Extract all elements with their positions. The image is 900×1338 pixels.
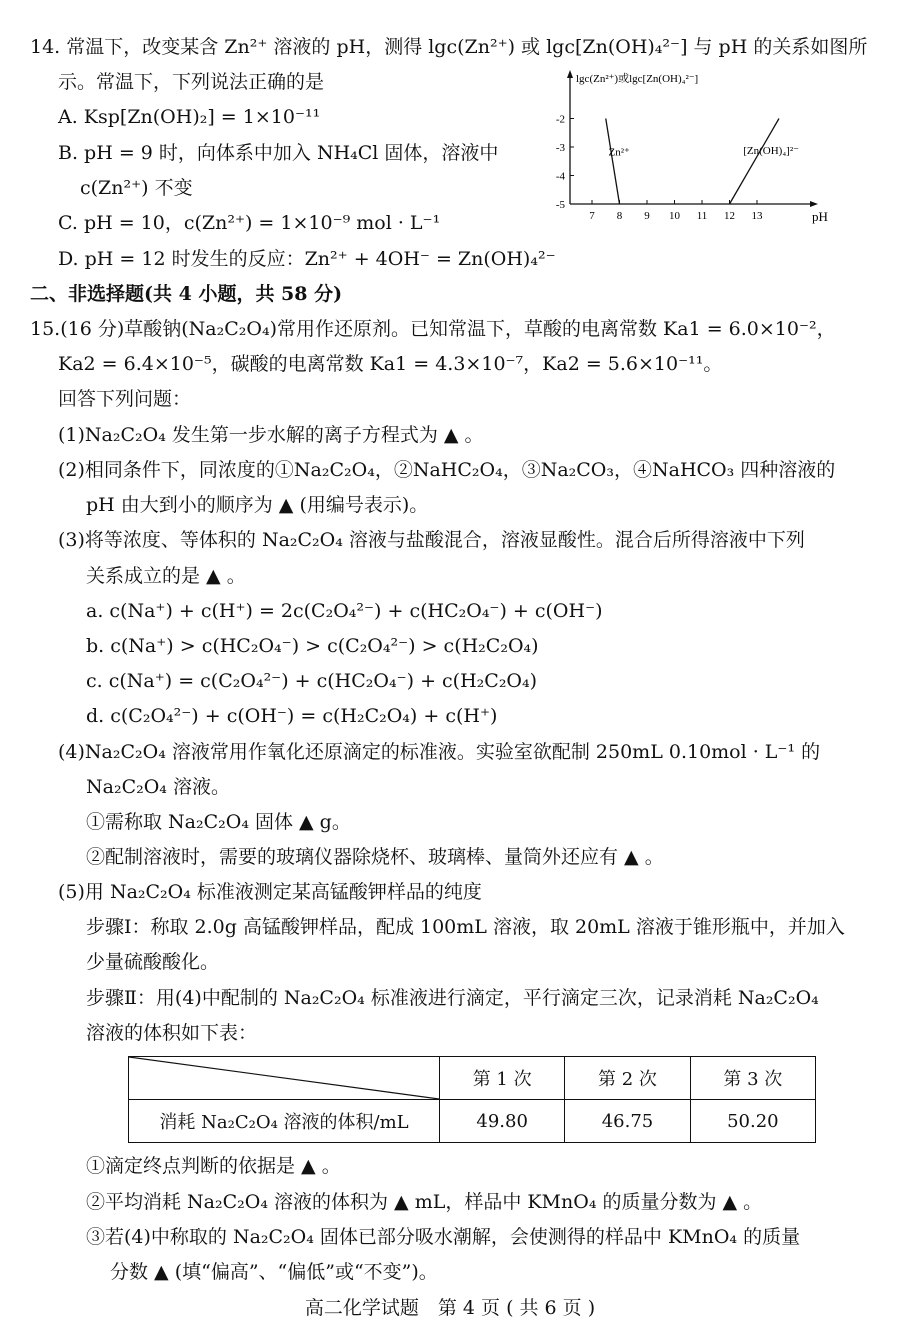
q15-part4-line2: Na₂C₂O₄ 溶液。 bbox=[86, 776, 230, 798]
q15-part5-line1: (5)用 Na₂C₂O₄ 标准液测定某高锰酸钾样品的纯度 bbox=[58, 881, 482, 903]
x-tick-label: 9 bbox=[644, 210, 650, 222]
x-tick-label: 12 bbox=[724, 210, 735, 222]
q14-option-b-line2: c(Zn²⁺) 不变 bbox=[80, 177, 193, 199]
y-axis-arrow bbox=[567, 70, 573, 78]
table-value-3: 50.20 bbox=[690, 1100, 815, 1143]
q15-part4-sub1: ①需称取 Na₂C₂O₄ 固体 ▲ g。 bbox=[86, 811, 351, 833]
table-value-2: 46.75 bbox=[565, 1100, 690, 1143]
q15-step2-line2: 溶液的体积如下表： bbox=[86, 1022, 258, 1044]
x-tick-label: 11 bbox=[696, 210, 708, 222]
diagonal-line bbox=[129, 1057, 439, 1099]
q15-sub-question-2: ②平均消耗 Na₂C₂O₄ 溶液的体积为 ▲ mL，样品中 KMnO₄ 的质量分数为 ▲ 。 bbox=[86, 1191, 763, 1213]
y-tick-label: -4 bbox=[555, 170, 565, 183]
q14-stem-line2: 示。常温下，下列说法正确的是 bbox=[58, 71, 325, 93]
q15-option-c: c. c(Na⁺) = c(C₂O₄²⁻) + c(HC₂O₄⁻) + c(H₂C₂O₄) bbox=[86, 670, 538, 692]
y-axis-label: lgc(Zn²⁺)或lgc[Zn(OH)₄²⁻] bbox=[576, 73, 699, 85]
q14-stem-line1: 14. 常温下，改变某含 Zn²⁺ 溶液的 pH，测得 lgc(Zn²⁺) 或 lgc[Zn(OH)₄²⁻] 与 pH 的关系如图所 bbox=[30, 36, 868, 58]
q15-sub-question-3-line2: 分数 ▲ (填“偏高”、“偏低”或“不变”)。 bbox=[110, 1261, 438, 1283]
table-header-row bbox=[129, 1057, 816, 1100]
x-tick-label: 10 bbox=[669, 210, 680, 222]
q15-part2-line1: (2)相同条件下，同浓度的①Na₂C₂O₄，②NaHC₂O₄，③Na₂CO₃，④NaHCO₃ 四种溶液的 bbox=[58, 459, 836, 481]
q15-line3: 回答下列问题： bbox=[58, 388, 192, 410]
x-tick-label: 7 bbox=[589, 210, 595, 222]
q15-sub-question-3-line1: ③若(4)中称取的 Na₂C₂O₄ 固体已部分吸水潮解，会使测得的样品中 KMnO₄ 的质量 bbox=[86, 1226, 801, 1248]
table-value-1: 49.80 bbox=[440, 1100, 565, 1143]
q14-option-d: D. pH = 12 时发生的反应：Zn²⁺ + 4OH⁻ = Zn(OH)₄²⁻ bbox=[58, 248, 556, 270]
q15-option-b: b. c(Na⁺) > c(HC₂O₄⁻) > c(C₂O₄²⁻) > c(H₂C₂O₄) bbox=[86, 635, 539, 657]
q15-part3-line2: 关系成立的是 ▲ 。 bbox=[86, 565, 246, 587]
zn-ion-line bbox=[606, 119, 620, 205]
section-2-heading: 二、非选择题(共 4 小题，共 58 分) bbox=[30, 283, 343, 305]
series-label-zincate: [Zn(OH)₄]²⁻ bbox=[743, 145, 799, 158]
table-row-label: 消耗 Na₂C₂O₄ 溶液的体积/mL bbox=[129, 1100, 440, 1143]
q15-step2-line1: 步骤Ⅱ：用(4)中配制的 Na₂C₂O₄ 标准液进行滴定，平行滴定三次，记录消耗 Na₂C₂O₄ bbox=[86, 987, 819, 1009]
series-label-zn: Zn²⁺ bbox=[608, 146, 630, 159]
q15-part3-line1: (3)将等浓度、等体积的 Na₂C₂O₄ 溶液与盐酸混合，溶液显酸性。混合后所得溶液中下列 bbox=[58, 529, 805, 551]
table-corner-cell bbox=[129, 1057, 440, 1100]
table-header-1: 第 1 次 bbox=[440, 1057, 565, 1100]
q14-option-a: A. Ksp[Zn(OH)₂] = 1×10⁻¹¹ bbox=[58, 106, 321, 128]
q14-option-c: C. pH = 10，c(Zn²⁺) = 1×10⁻⁹ mol · L⁻¹ bbox=[58, 212, 441, 234]
x-tick-label: 13 bbox=[751, 210, 763, 222]
x-axis-arrow bbox=[810, 201, 818, 207]
page-footer: 高二化学试题 第 4 页 ( 共 6 页 ) bbox=[304, 1297, 596, 1319]
zincate-line bbox=[730, 119, 780, 205]
table-header-3: 第 3 次 bbox=[690, 1057, 815, 1100]
q15-part4-sub2: ②配制溶液时，需要的玻璃仪器除烧杯、玻璃棒、量筒外还应有 ▲ 。 bbox=[86, 846, 664, 868]
q15-part2-line2: pH 由大到小的顺序为 ▲ (用编号表示)。 bbox=[86, 494, 429, 516]
table-row bbox=[129, 1100, 816, 1143]
q14-option-b-line1: B. pH = 9 时，向体系中加入 NH₄Cl 固体，溶液中 bbox=[58, 142, 499, 164]
ph-chart bbox=[548, 66, 868, 228]
q15-sub-question-1: ①滴定终点判断的依据是 ▲ 。 bbox=[86, 1155, 341, 1177]
y-tick-label: -5 bbox=[555, 199, 565, 211]
x-tick-label: 8 bbox=[616, 210, 623, 222]
q15-part4-line1: (4)Na₂C₂O₄ 溶液常用作氧化还原滴定的标准液。实验室欲配制 250mL 0.10mol · L⁻¹ 的 bbox=[58, 741, 821, 763]
q15-line2: Ka2 = 6.4×10⁻⁵，碳酸的电离常数 Ka1 = 4.3×10⁻⁷，Ka2 = 5.6×10⁻¹¹。 bbox=[58, 353, 723, 375]
q15-line1: 15.(16 分)草酸钠(Na₂C₂O₄)常用作还原剂。已知常温下，草酸的电离常数 Ka1 = 6.0×10⁻²， bbox=[30, 318, 836, 340]
y-tick-label: -3 bbox=[555, 142, 565, 154]
x-axis-label: pH bbox=[812, 209, 828, 224]
q15-step1-line2: 少量硫酸酸化。 bbox=[86, 951, 220, 973]
titration-table bbox=[128, 1056, 816, 1143]
table-header-2: 第 2 次 bbox=[565, 1057, 690, 1100]
y-tick-label: -2 bbox=[555, 113, 565, 126]
q15-option-a: a. c(Na⁺) + c(H⁺) = 2c(C₂O₄²⁻) + c(HC₂O₄⁻) + c(OH⁻) bbox=[86, 600, 603, 622]
q15-option-d: d. c(C₂O₄²⁻) + c(OH⁻) = c(H₂C₂O₄) + c(H⁺) bbox=[86, 705, 498, 727]
q15-part1: (1)Na₂C₂O₄ 发生第一步水解的离子方程式为 ▲ 。 bbox=[58, 424, 484, 446]
q15-step1-line1: 步骤Ⅰ：称取 2.0g 高锰酸钾样品，配成 100mL 溶液，取 20mL 溶液于锥形瓶中，并加入 bbox=[86, 916, 845, 938]
